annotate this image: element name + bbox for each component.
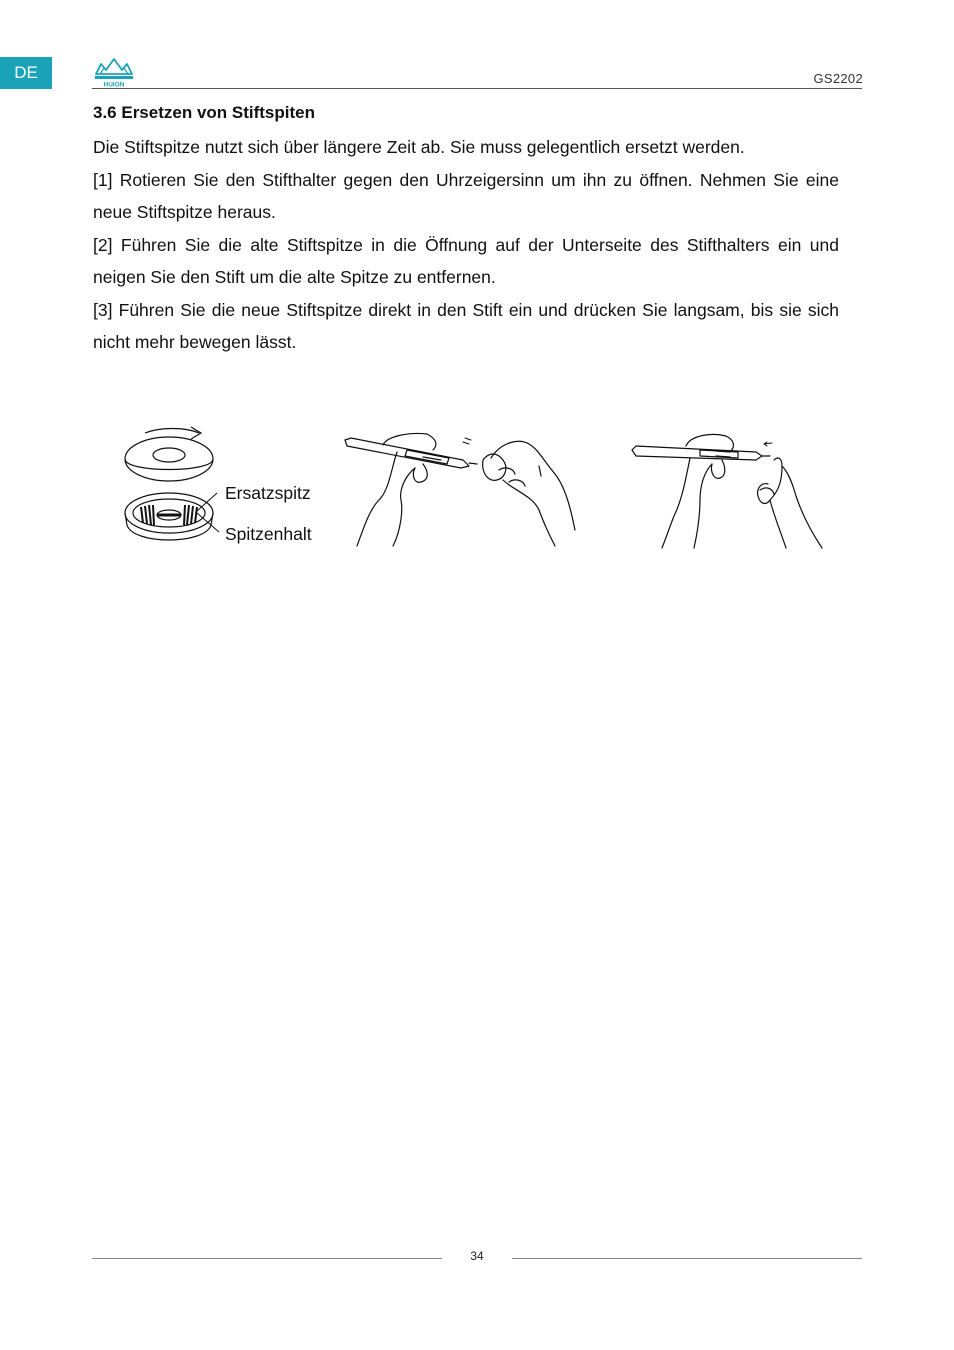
label-nib-holder: Spitzenhalt [225, 524, 312, 544]
section-content [93, 101, 839, 359]
header-divider [92, 88, 862, 89]
step-2: [2] Führen Sie die alte Stiftspitze in die Öffnung auf der Unterseite des Stifthalters ein und neigen Sie den Stift um die alte Spitze zu entfernen. [93, 234, 839, 287]
step-1: [1] Rotieren Sie den Stifthalter gegen den Uhrzeigersinn um ihn zu öffnen. Nehmen Sie eine neue Stiftspitze heraus. [93, 169, 839, 222]
label-replacement-nib: Ersatzspitz [225, 483, 311, 503]
remove-nib-illustration [343, 430, 578, 550]
footer-rule-right [512, 1258, 862, 1259]
language-tab: DE [0, 57, 52, 89]
page-number: 34 [470, 1249, 484, 1263]
insert-nib-illustration [630, 430, 845, 550]
nib-replacement-figure [115, 415, 845, 555]
step-3: [3] Führen Sie die neue Stiftspitze direkt in den Stift ein und drücken Sie langsam, bis sie sich nicht mehr bewegen lässt. [93, 299, 839, 352]
footer-rule-left [92, 1258, 442, 1259]
intro-paragraph: Die Stiftspitze nutzt sich über längere Zeit ab. Sie muss gelegentlich ersetzt werden. [93, 137, 745, 157]
section-title: 3.6 Ersetzen von Stiftspiten [93, 103, 315, 122]
model-number: GS2202 [813, 71, 863, 86]
logo-text: HUION [103, 81, 125, 88]
huion-logo [92, 58, 136, 88]
